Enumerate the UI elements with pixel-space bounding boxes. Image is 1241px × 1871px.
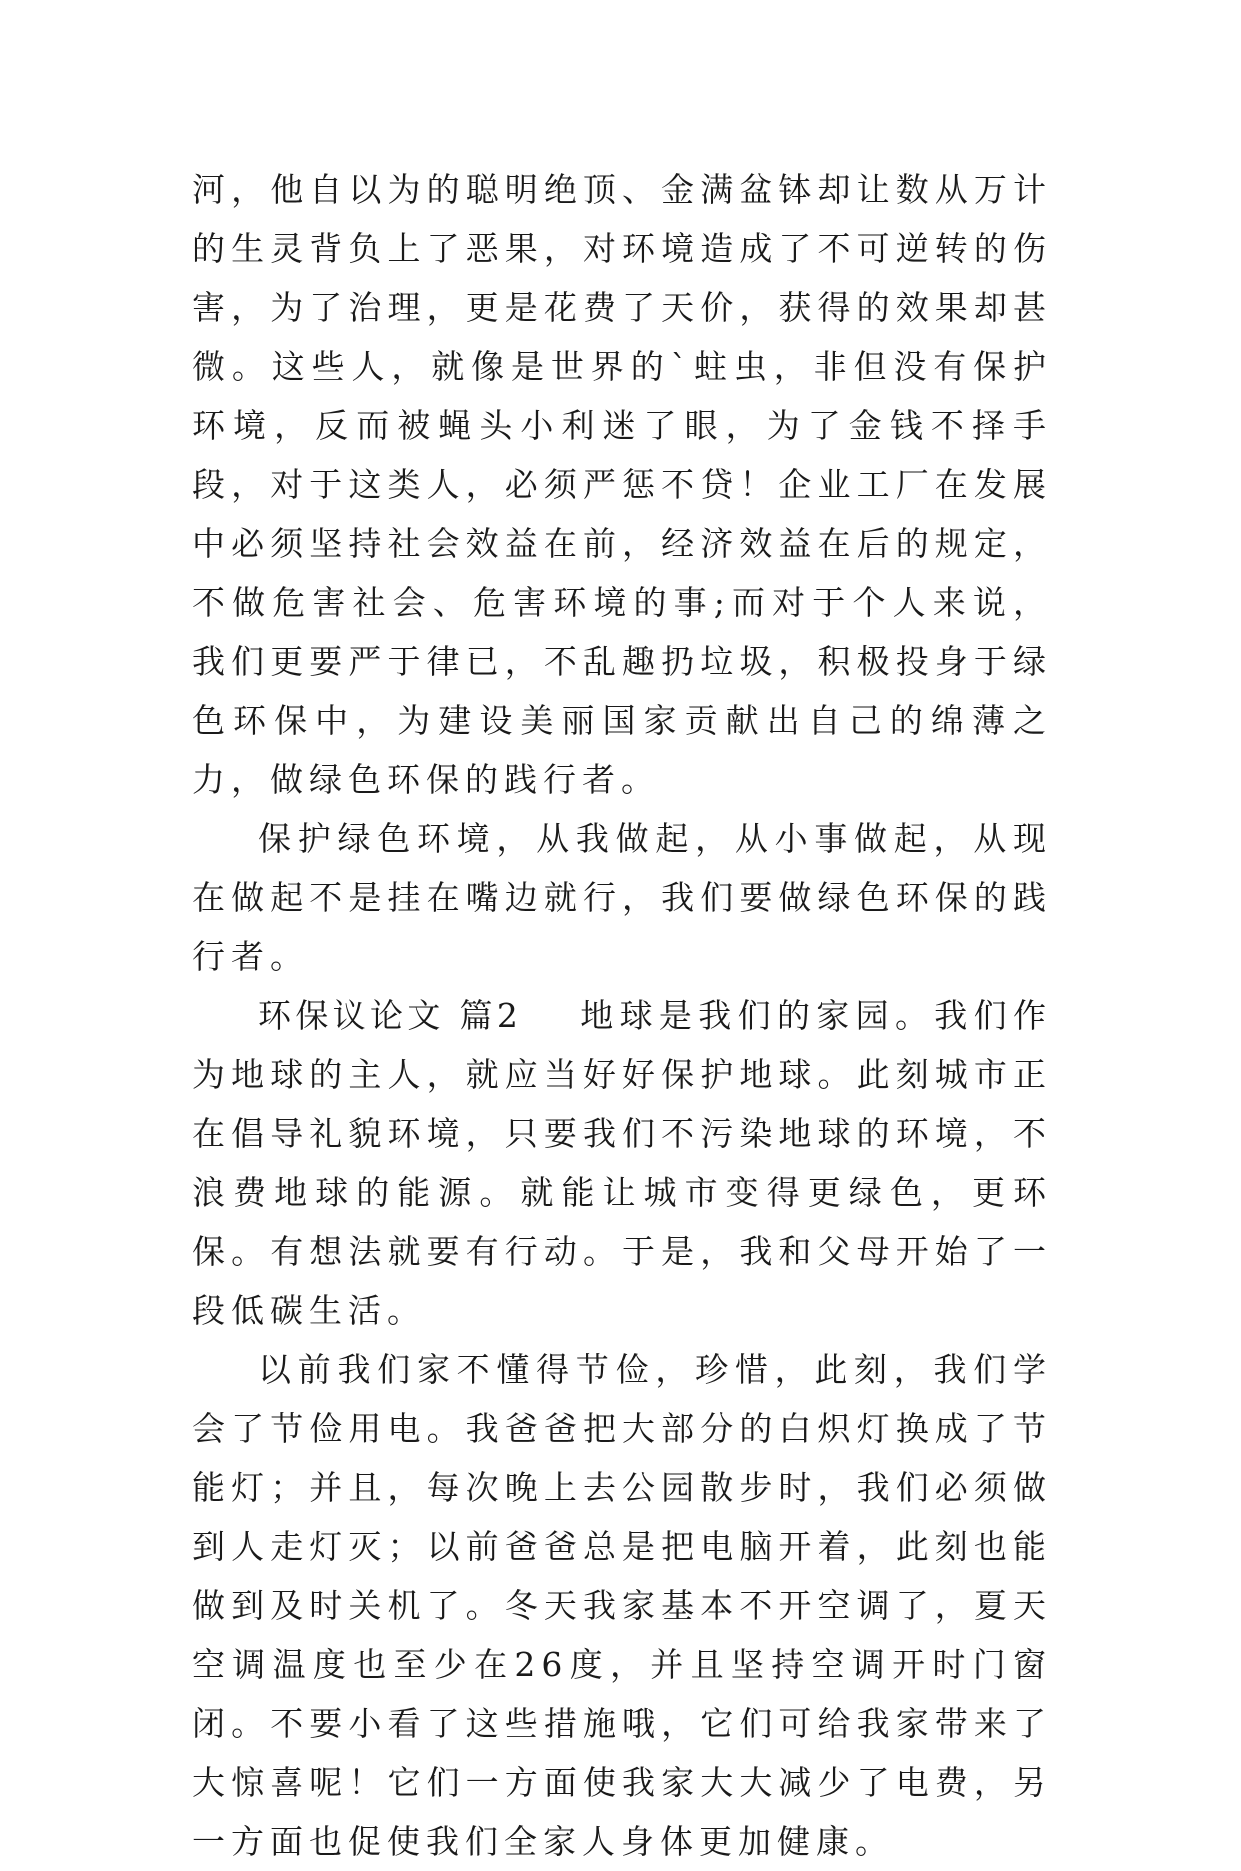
section-heading: 环保议论文 篇2 bbox=[258, 996, 522, 1035]
paragraph-protect-green: 保护绿色环境，从我做起，从小事做起，从现在做起不是挂在嘴边就行，我们要做绿色环保的践行者。 bbox=[192, 819, 1052, 976]
document-page bbox=[192, 160, 1052, 1871]
paragraph-section-2 bbox=[192, 986, 1052, 1340]
paragraph-saving-energy: 以前我们家不懂得节俭，珍惜，此刻，我们学会了节俭用电。我爸爸把大部分的白炽灯换成了节能灯；并且，每次晚上去公园散步时，我们必须做到人走灯灭；以前爸爸总是把电脑开着，此刻也能做到及时关机了。冬天我家基本不开空调了，夏天空调温度也至少在26度，并且坚持空调开时门窗闭。不要小看了这些措施哦，它们可给我家带来了大惊喜呢！它们一方面使我家大大减少了电费，另一方面也促使我们全家人身体更加健康。 bbox=[192, 1350, 1052, 1861]
paragraph-continuation: 河，他自以为的聪明绝顶、金满盆钵却让数从万计的生灵背负上了恶果，对环境造成了不可逆转的伤害，为了治理，更是花费了天价，获得的效果却甚微。这些人，就像是世界的`蛀虫，非但没有保护环境，反而被蝇头小利迷了眼，为了金钱不择手段，对于这类人，必须严惩不贷！企业工厂在发展中必须坚持社会效益在前，经济效益在后的规定，不做危害社会、危害环境的事;而对于个人来说，我们更要严于律已，不乱趣扔垃圾，积极投身于绿色环保中，为建设美丽国家贡献出自己的绵薄之力，做绿色环保的践行者。 bbox=[192, 170, 1052, 799]
section-2-body: 地球是我们的家园。我们作为地球的主人，就应当好好保护地球。此刻城市正在倡导礼貌环境，只要我们不污染地球的环境，不浪费地球的能源。就能让城市变得更绿色，更环保。有想法就要有行动。于是，我和父母开始了一段低碳生活。 bbox=[192, 996, 1052, 1330]
